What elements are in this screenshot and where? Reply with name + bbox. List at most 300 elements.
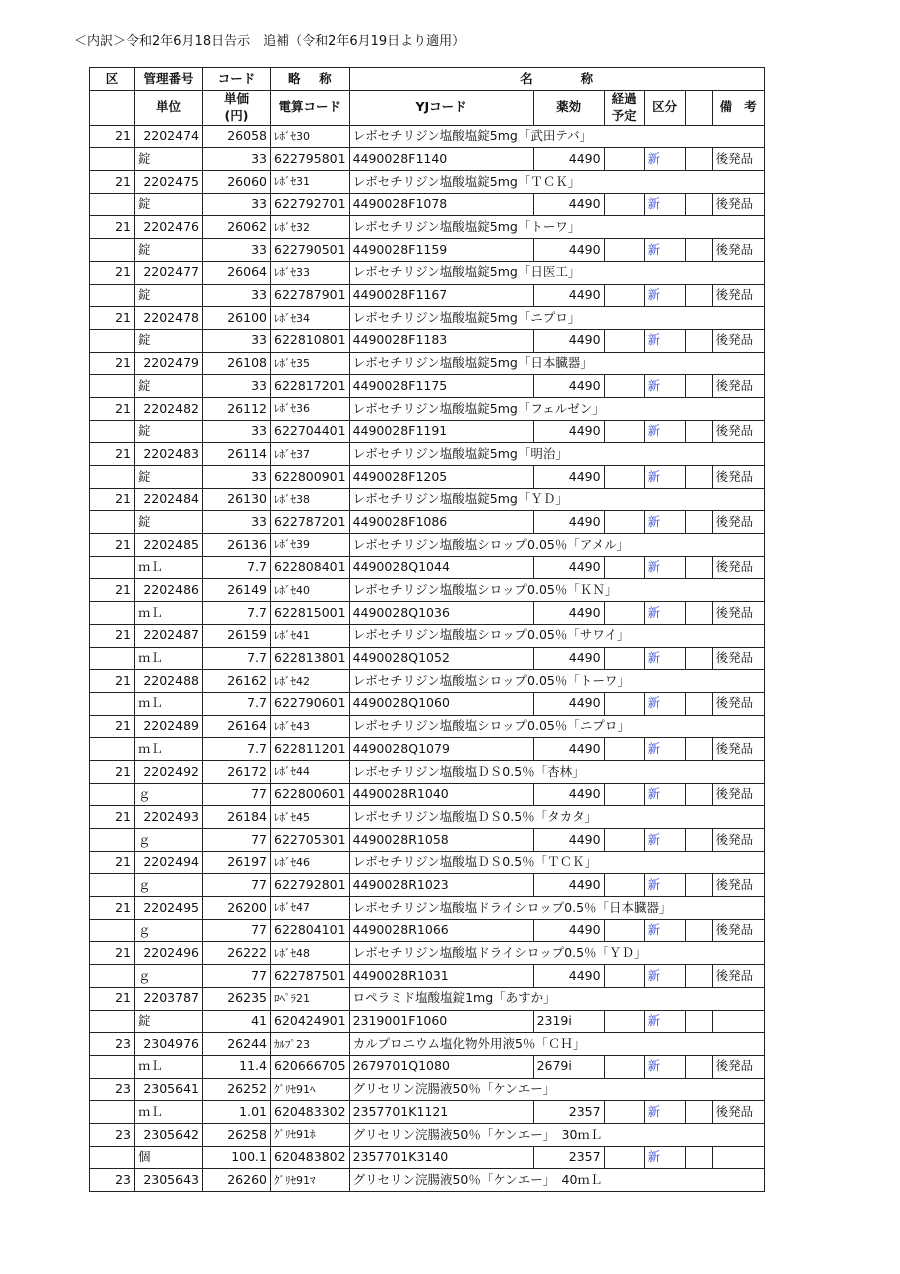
table-row-detail <box>90 329 765 352</box>
table-row <box>90 216 765 239</box>
cell-kubun: 新 <box>644 874 685 897</box>
cell-tanka: 33 <box>203 329 271 352</box>
cell-name: レボセチリジン塩酸塩ドライシロップ0.5％「ＹＤ」 <box>349 942 764 965</box>
cell-blank-2 <box>685 375 712 398</box>
cell-yakko: 4490 <box>533 239 604 262</box>
cell-kanri: 2202489 <box>135 715 203 738</box>
cell-code: 26172 <box>203 760 271 783</box>
cell-kubun: 新 <box>644 783 685 806</box>
cell-blank-2 <box>685 692 712 715</box>
cell-ryaku: ﾚﾎﾞｾ39 <box>271 534 350 557</box>
cell-ku: 23 <box>90 1169 135 1192</box>
cell-kanri: 2202484 <box>135 488 203 511</box>
table-row-detail <box>90 511 765 534</box>
cell-blank <box>90 829 135 852</box>
table-row-detail <box>90 1010 765 1033</box>
cell-ku: 21 <box>90 670 135 693</box>
cell-tani: ｍＬ <box>135 556 203 579</box>
cell-yakko: 4490 <box>533 919 604 942</box>
cell-tanka: 100.1 <box>203 1146 271 1169</box>
header-yakko: 薬効 <box>533 90 604 125</box>
cell-code: 26184 <box>203 806 271 829</box>
cell-blank <box>90 239 135 262</box>
cell-kubun: 新 <box>644 738 685 761</box>
cell-yakko: 2679i <box>533 1055 604 1078</box>
cell-kubun: 新 <box>644 511 685 534</box>
cell-ryaku: ﾚﾎﾞｾ31 <box>271 171 350 194</box>
cell-keika <box>604 965 644 988</box>
header-ryaku-1: 略 <box>288 70 301 86</box>
cell-yakko: 2319i <box>533 1010 604 1033</box>
cell-ryaku: ﾚﾎﾞｾ44 <box>271 760 350 783</box>
cell-tani: ｍＬ <box>135 692 203 715</box>
cell-yakko: 4490 <box>533 874 604 897</box>
cell-code: 26197 <box>203 851 271 874</box>
cell-name: レボセチリジン塩酸塩ＤＳ0.5％「タカタ」 <box>349 806 764 829</box>
table-row-detail <box>90 783 765 806</box>
cell-ku: 23 <box>90 1033 135 1056</box>
cell-biko: 後発品 <box>712 193 764 216</box>
cell-kubun: 新 <box>644 965 685 988</box>
table-row <box>90 171 765 194</box>
cell-code: 26149 <box>203 579 271 602</box>
cell-yj: 4490028R1031 <box>349 965 533 988</box>
table-row <box>90 715 765 738</box>
cell-kubun: 新 <box>644 647 685 670</box>
cell-kanri: 2202496 <box>135 942 203 965</box>
cell-tani: 錠 <box>135 148 203 171</box>
cell-blank <box>90 1010 135 1033</box>
cell-ryaku: ﾚﾎﾞｾ47 <box>271 897 350 920</box>
cell-densan: 622811201 <box>271 738 350 761</box>
cell-tani: ｇ <box>135 874 203 897</box>
cell-tani: 錠 <box>135 375 203 398</box>
cell-tanka: 77 <box>203 829 271 852</box>
cell-tanka: 11.4 <box>203 1055 271 1078</box>
cell-ryaku: ｶﾙﾌﾟ23 <box>271 1033 350 1056</box>
header-row-2 <box>90 90 765 125</box>
table-row-detail <box>90 647 765 670</box>
cell-tanka: 77 <box>203 919 271 942</box>
cell-yakko: 4490 <box>533 692 604 715</box>
cell-kubun: 新 <box>644 602 685 625</box>
cell-ku: 21 <box>90 261 135 284</box>
cell-densan: 622817201 <box>271 375 350 398</box>
cell-blank <box>90 148 135 171</box>
table-row <box>90 352 765 375</box>
cell-blank-2 <box>685 148 712 171</box>
cell-name: ロペラミド塩酸塩錠1mg「あすか」 <box>349 987 764 1010</box>
cell-blank-2 <box>685 965 712 988</box>
cell-name: レボセチリジン塩酸塩錠5mg「トーワ」 <box>349 216 764 239</box>
cell-kanri: 2202493 <box>135 806 203 829</box>
header-blank-2 <box>685 90 712 125</box>
cell-code: 26258 <box>203 1123 271 1146</box>
cell-yj: 4490028Q1052 <box>349 647 533 670</box>
cell-tani: 錠 <box>135 466 203 489</box>
cell-ku: 23 <box>90 1078 135 1101</box>
cell-ku: 21 <box>90 715 135 738</box>
cell-name: レボセチリジン塩酸塩シロップ0.05％「トーワ」 <box>349 670 764 693</box>
cell-code: 26235 <box>203 987 271 1010</box>
cell-densan: 622787501 <box>271 965 350 988</box>
cell-kubun: 新 <box>644 420 685 443</box>
cell-kanri: 2202485 <box>135 534 203 557</box>
cell-name: レボセチリジン塩酸塩シロップ0.05％「サワイ」 <box>349 624 764 647</box>
cell-tani: ｇ <box>135 919 203 942</box>
cell-yakko: 4490 <box>533 466 604 489</box>
cell-keika <box>604 1055 644 1078</box>
cell-kanri: 2305641 <box>135 1078 203 1101</box>
cell-blank-2 <box>685 466 712 489</box>
cell-keika <box>604 148 644 171</box>
cell-ku: 21 <box>90 534 135 557</box>
cell-blank-2 <box>685 874 712 897</box>
cell-tani: 錠 <box>135 239 203 262</box>
cell-code: 26222 <box>203 942 271 965</box>
cell-ku: 21 <box>90 443 135 466</box>
cell-blank <box>90 602 135 625</box>
cell-yj: 4490028F1175 <box>349 375 533 398</box>
table-row-detail <box>90 556 765 579</box>
cell-code: 26200 <box>203 897 271 920</box>
cell-densan: 622813801 <box>271 647 350 670</box>
cell-ku: 21 <box>90 397 135 420</box>
cell-kubun: 新 <box>644 466 685 489</box>
cell-blank <box>90 375 135 398</box>
cell-name: レボセチリジン塩酸塩シロップ0.05％「ＫＮ」 <box>349 579 764 602</box>
cell-tani: ｍＬ <box>135 1101 203 1124</box>
cell-tanka: 1.01 <box>203 1101 271 1124</box>
cell-kubun: 新 <box>644 829 685 852</box>
cell-keika <box>604 829 644 852</box>
cell-kanri: 2202474 <box>135 125 203 148</box>
cell-yj: 4490028F1183 <box>349 329 533 352</box>
cell-code: 26100 <box>203 307 271 330</box>
cell-ku: 21 <box>90 851 135 874</box>
cell-code: 26162 <box>203 670 271 693</box>
cell-kubun: 新 <box>644 284 685 307</box>
cell-blank-2 <box>685 556 712 579</box>
cell-kubun: 新 <box>644 1101 685 1124</box>
cell-yakko: 4490 <box>533 329 604 352</box>
cell-biko: 後発品 <box>712 239 764 262</box>
cell-code: 26062 <box>203 216 271 239</box>
cell-biko: 後発品 <box>712 602 764 625</box>
cell-ku: 21 <box>90 897 135 920</box>
cell-name: レボセチリジン塩酸塩錠5mg「日医工」 <box>349 261 764 284</box>
cell-biko: 後発品 <box>712 965 764 988</box>
cell-ryaku: ﾚﾎﾞｾ34 <box>271 307 350 330</box>
cell-kubun: 新 <box>644 329 685 352</box>
cell-tanka: 33 <box>203 239 271 262</box>
cell-kubun: 新 <box>644 692 685 715</box>
cell-densan: 622705301 <box>271 829 350 852</box>
cell-code: 26252 <box>203 1078 271 1101</box>
table-row-detail <box>90 375 765 398</box>
cell-name: レボセチリジン塩酸塩錠5mg「ＹＤ」 <box>349 488 764 511</box>
cell-tanka: 77 <box>203 783 271 806</box>
cell-yj: 4490028Q1060 <box>349 692 533 715</box>
table-row <box>90 1078 765 1101</box>
header-densan: 電算コード <box>271 90 350 125</box>
header-keika: 経過 予定 <box>604 90 644 125</box>
header-biko-1: 備 <box>719 99 733 115</box>
cell-tani: 個 <box>135 1146 203 1169</box>
cell-keika <box>604 602 644 625</box>
table-row <box>90 760 765 783</box>
cell-tani: 錠 <box>135 284 203 307</box>
cell-yj: 2357701K3140 <box>349 1146 533 1169</box>
table-row <box>90 670 765 693</box>
cell-kanri: 2203787 <box>135 987 203 1010</box>
cell-ryaku: ﾚﾎﾞｾ42 <box>271 670 350 693</box>
cell-blank-2 <box>685 1010 712 1033</box>
cell-name: レボセチリジン塩酸塩錠5mg「フェルゼン」 <box>349 397 764 420</box>
cell-keika <box>604 1010 644 1033</box>
cell-name: レボセチリジン塩酸塩ドライシロップ0.5％「日本臓器」 <box>349 897 764 920</box>
cell-densan: 622704401 <box>271 420 350 443</box>
cell-tani: 錠 <box>135 1010 203 1033</box>
header-tani: 単位 <box>135 90 203 125</box>
cell-kubun: 新 <box>644 148 685 171</box>
cell-blank <box>90 919 135 942</box>
cell-ryaku: ﾚﾎﾞｾ45 <box>271 806 350 829</box>
cell-tani: ｍＬ <box>135 738 203 761</box>
cell-blank <box>90 466 135 489</box>
cell-ryaku: ﾚﾎﾞｾ35 <box>271 352 350 375</box>
cell-keika <box>604 375 644 398</box>
cell-name: レボセチリジン塩酸塩錠5mg「日本臓器」 <box>349 352 764 375</box>
header-ryaku-2: 称 <box>319 70 332 86</box>
table-row <box>90 534 765 557</box>
cell-ryaku: ｸﾞﾘｾ91ﾎ <box>271 1123 350 1146</box>
cell-blank-2 <box>685 738 712 761</box>
cell-keika <box>604 1146 644 1169</box>
cell-kubun: 新 <box>644 1010 685 1033</box>
cell-densan: 620666705 <box>271 1055 350 1078</box>
cell-tanka: 33 <box>203 420 271 443</box>
cell-name: レボセチリジン塩酸塩錠5mg「明治」 <box>349 443 764 466</box>
table-row <box>90 397 765 420</box>
table-row-detail <box>90 738 765 761</box>
cell-yakko: 4490 <box>533 375 604 398</box>
cell-densan: 622810801 <box>271 329 350 352</box>
header-row-1 <box>90 68 765 91</box>
cell-blank <box>90 1146 135 1169</box>
cell-name: レボセチリジン塩酸塩錠5mg「武田テバ」 <box>349 125 764 148</box>
cell-yj: 4490028F1205 <box>349 466 533 489</box>
table-row-detail <box>90 829 765 852</box>
table-row <box>90 624 765 647</box>
cell-keika <box>604 193 644 216</box>
table-row-detail <box>90 1055 765 1078</box>
table-row <box>90 1123 765 1146</box>
cell-densan: 620424901 <box>271 1010 350 1033</box>
cell-ryaku: ﾛﾍﾟﾗ21 <box>271 987 350 1010</box>
cell-kanri: 2202479 <box>135 352 203 375</box>
cell-yj: 4490028Q1079 <box>349 738 533 761</box>
cell-name: レボセチリジン塩酸塩ＤＳ0.5％「杏林」 <box>349 760 764 783</box>
header-meisho-1: 名 <box>520 70 533 86</box>
table-row <box>90 806 765 829</box>
header-yj: YJコード <box>349 90 533 125</box>
cell-biko: 後発品 <box>712 738 764 761</box>
cell-ku: 21 <box>90 942 135 965</box>
cell-name: グリセリン浣腸液50％「ケンエー」 40ｍＬ <box>349 1169 764 1192</box>
cell-yj: 4490028R1066 <box>349 919 533 942</box>
cell-code: 26060 <box>203 171 271 194</box>
cell-densan: 622787901 <box>271 284 350 307</box>
cell-yj: 4490028R1040 <box>349 783 533 806</box>
cell-kanri: 2305643 <box>135 1169 203 1192</box>
drug-ledger-table <box>89 67 765 1192</box>
table-row <box>90 307 765 330</box>
cell-keika <box>604 738 644 761</box>
table-row-detail <box>90 420 765 443</box>
table-row <box>90 488 765 511</box>
cell-tanka: 41 <box>203 1010 271 1033</box>
cell-tanka: 7.7 <box>203 647 271 670</box>
cell-ryaku: ｸﾞﾘｾ91ﾍ <box>271 1078 350 1101</box>
cell-kanri: 2202486 <box>135 579 203 602</box>
table-row <box>90 851 765 874</box>
cell-yakko: 4490 <box>533 556 604 579</box>
cell-tani: ｇ <box>135 829 203 852</box>
cell-name: レボセチリジン塩酸塩錠5mg「ＴＣＫ」 <box>349 171 764 194</box>
cell-ku: 21 <box>90 125 135 148</box>
cell-yj: 2319001F1060 <box>349 1010 533 1033</box>
cell-kubun: 新 <box>644 1055 685 1078</box>
cell-keika <box>604 919 644 942</box>
cell-tanka: 7.7 <box>203 692 271 715</box>
cell-yakko: 4490 <box>533 193 604 216</box>
cell-biko: 後発品 <box>712 919 764 942</box>
table-row <box>90 261 765 284</box>
cell-tanka: 77 <box>203 965 271 988</box>
cell-yj: 2679701Q1080 <box>349 1055 533 1078</box>
cell-blank-2 <box>685 1101 712 1124</box>
header-meisho <box>349 68 764 91</box>
cell-tanka: 33 <box>203 148 271 171</box>
cell-kanri: 2202476 <box>135 216 203 239</box>
table-row <box>90 987 765 1010</box>
cell-ku: 21 <box>90 171 135 194</box>
table-row-detail <box>90 692 765 715</box>
cell-blank-2 <box>685 329 712 352</box>
cell-ryaku: ﾚﾎﾞｾ46 <box>271 851 350 874</box>
cell-keika <box>604 692 644 715</box>
cell-ryaku: ﾚﾎﾞｾ41 <box>271 624 350 647</box>
cell-code: 26108 <box>203 352 271 375</box>
cell-yakko: 4490 <box>533 602 604 625</box>
cell-yj: 4490028F1078 <box>349 193 533 216</box>
cell-yakko: 2357 <box>533 1146 604 1169</box>
cell-ryaku: ｸﾞﾘｾ91ﾏ <box>271 1169 350 1192</box>
cell-densan: 622808401 <box>271 556 350 579</box>
cell-kanri: 2202478 <box>135 307 203 330</box>
header-tanka: 単価 (円) <box>203 90 271 125</box>
cell-yj: 4490028Q1036 <box>349 602 533 625</box>
cell-keika <box>604 511 644 534</box>
cell-ku: 21 <box>90 579 135 602</box>
cell-kanri: 2202483 <box>135 443 203 466</box>
cell-densan: 622804101 <box>271 919 350 942</box>
cell-biko: 後発品 <box>712 692 764 715</box>
table-row <box>90 1033 765 1056</box>
cell-biko: 後発品 <box>712 420 764 443</box>
cell-yj: 4490028F1140 <box>349 148 533 171</box>
cell-kubun: 新 <box>644 919 685 942</box>
cell-blank-2 <box>685 1055 712 1078</box>
cell-yj: 2357701K1121 <box>349 1101 533 1124</box>
cell-tani: ｇ <box>135 965 203 988</box>
table-row <box>90 1169 765 1192</box>
cell-tanka: 33 <box>203 193 271 216</box>
cell-blank <box>90 647 135 670</box>
cell-ryaku: ﾚﾎﾞｾ30 <box>271 125 350 148</box>
table-row-detail <box>90 239 765 262</box>
cell-yakko: 4490 <box>533 420 604 443</box>
cell-yj: 4490028F1159 <box>349 239 533 262</box>
header-ku: 区 <box>90 68 135 91</box>
cell-densan: 622790601 <box>271 692 350 715</box>
header-kanri: 管理番号 <box>135 68 203 91</box>
cell-kanri: 2305642 <box>135 1123 203 1146</box>
cell-densan: 622787201 <box>271 511 350 534</box>
cell-name: グリセリン浣腸液50％「ケンエー」 <box>349 1078 764 1101</box>
cell-kanri: 2202488 <box>135 670 203 693</box>
cell-yakko: 4490 <box>533 783 604 806</box>
cell-tani: 錠 <box>135 420 203 443</box>
cell-blank-2 <box>685 239 712 262</box>
cell-keika <box>604 329 644 352</box>
cell-keika <box>604 420 644 443</box>
cell-keika <box>604 239 644 262</box>
cell-biko: 後発品 <box>712 874 764 897</box>
cell-biko: 後発品 <box>712 647 764 670</box>
cell-tani: 錠 <box>135 329 203 352</box>
cell-yj: 4490028Q1044 <box>349 556 533 579</box>
cell-tanka: 33 <box>203 284 271 307</box>
cell-biko <box>712 1010 764 1033</box>
cell-code: 26164 <box>203 715 271 738</box>
cell-code: 26058 <box>203 125 271 148</box>
cell-code: 26260 <box>203 1169 271 1192</box>
cell-blank-2 <box>685 511 712 534</box>
cell-tani: ｇ <box>135 783 203 806</box>
cell-densan: 622800901 <box>271 466 350 489</box>
table-row-detail <box>90 965 765 988</box>
header-biko-2: 考 <box>744 99 757 115</box>
cell-biko: 後発品 <box>712 466 764 489</box>
cell-tanka: 33 <box>203 511 271 534</box>
cell-yj: 4490028F1086 <box>349 511 533 534</box>
cell-code: 26114 <box>203 443 271 466</box>
header-kubun: 区分 <box>644 90 685 125</box>
table-row-detail <box>90 1101 765 1124</box>
cell-ryaku: ﾚﾎﾞｾ37 <box>271 443 350 466</box>
cell-tani: ｍＬ <box>135 647 203 670</box>
cell-kanri: 2202495 <box>135 897 203 920</box>
table-row <box>90 897 765 920</box>
cell-kanri: 2202487 <box>135 624 203 647</box>
cell-keika <box>604 874 644 897</box>
cell-biko: 後発品 <box>712 329 764 352</box>
cell-blank <box>90 511 135 534</box>
cell-blank <box>90 874 135 897</box>
cell-ku: 23 <box>90 1123 135 1146</box>
